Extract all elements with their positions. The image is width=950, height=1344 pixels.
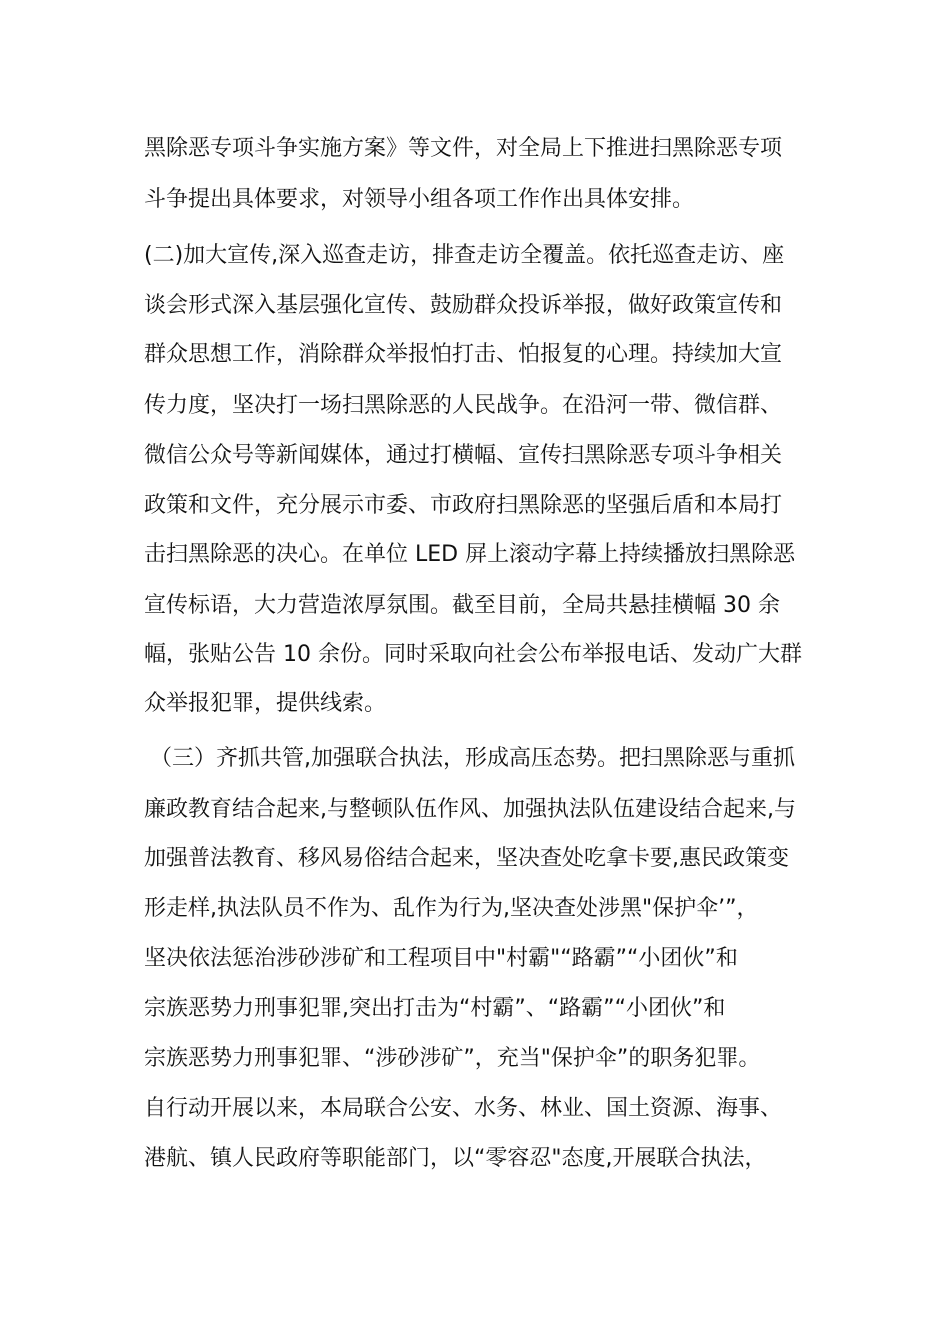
text-line: 黑除恶专项斗争实施方案》等文件，对全局上下推进扫黑除恶专项: [144, 136, 783, 161]
text-line: 传力度，坚决打一场扫黑除恶的人民战争。在沿河一带、微信群、: [144, 393, 783, 418]
text-line: 坚决依法惩治涉砂涉矿和工程项目中"村霸"“路霸”“小团伙”和: [144, 946, 738, 971]
text-line: 群众思想工作，消除群众举报怕打击、怕报复的心理。持续加大宣: [144, 342, 783, 367]
text-line: 加强普法教育、移风易俗结合起来，坚决查处吃拿卡要,惠民政策变: [144, 846, 789, 871]
paragraph-heading-3: （三）齐抓共管,加强联合执法，形成高压态势。把扫黑除恶与重抓: [150, 746, 795, 771]
text-line: 击扫黑除恶的决心。在单位 LED 屏上滚动字幕上持续播放扫黑除恶: [144, 542, 796, 567]
text-line: 幅，张贴公告 10 余份。同时采取向社会公布举报电话、发动广大群: [144, 642, 802, 667]
text-line: 微信公众号等新闻媒体，通过打横幅、宣传扫黑除恶专项斗争相关: [144, 443, 783, 468]
text-line: 自行动开展以来，本局联合公安、水务、林业、国土资源、海事、: [144, 1096, 783, 1121]
text-line: 谈会形式深入基层强化宣传、鼓励群众投诉举报，做好政策宣传和: [144, 293, 783, 318]
paragraph-heading-2: (二)加大宣传,深入巡查走访，排查走访全覆盖。依托巡查走访、座: [144, 243, 785, 268]
text-line: 港航、镇人民政府等职能部门，以“零容忍"态度,开展联合执法，: [144, 1146, 767, 1171]
text-line: 宣传标语，大力营造浓厚氛围。截至目前，全局共悬挂横幅 30 余: [144, 593, 780, 618]
text-line: 宗族恶势力刑事犯罪、“涉砂涉矿”，充当"保护伞”的职务犯罪。: [144, 1046, 761, 1071]
text-line: 廉政教育结合起来,与整顿队伍作风、加强执法队伍建设结合起来,与: [144, 797, 796, 822]
text-line: 众举报犯罪，提供线索。: [144, 691, 387, 716]
text-line: 宗族恶势力刑事犯罪,突出打击为“村霸”、“路霸”“小团伙”和: [144, 996, 726, 1021]
text-line: 形走样,执法队员不作为、乱作为行为,坚决查处涉黑"保护伞’”，: [144, 896, 759, 921]
text-line: 斗争提出具体要求，对领导小组各项工作作出具体安排。: [144, 187, 695, 212]
text-line: 政策和文件，充分展示市委、市政府扫黑除恶的坚强后盾和本局打: [144, 493, 783, 518]
